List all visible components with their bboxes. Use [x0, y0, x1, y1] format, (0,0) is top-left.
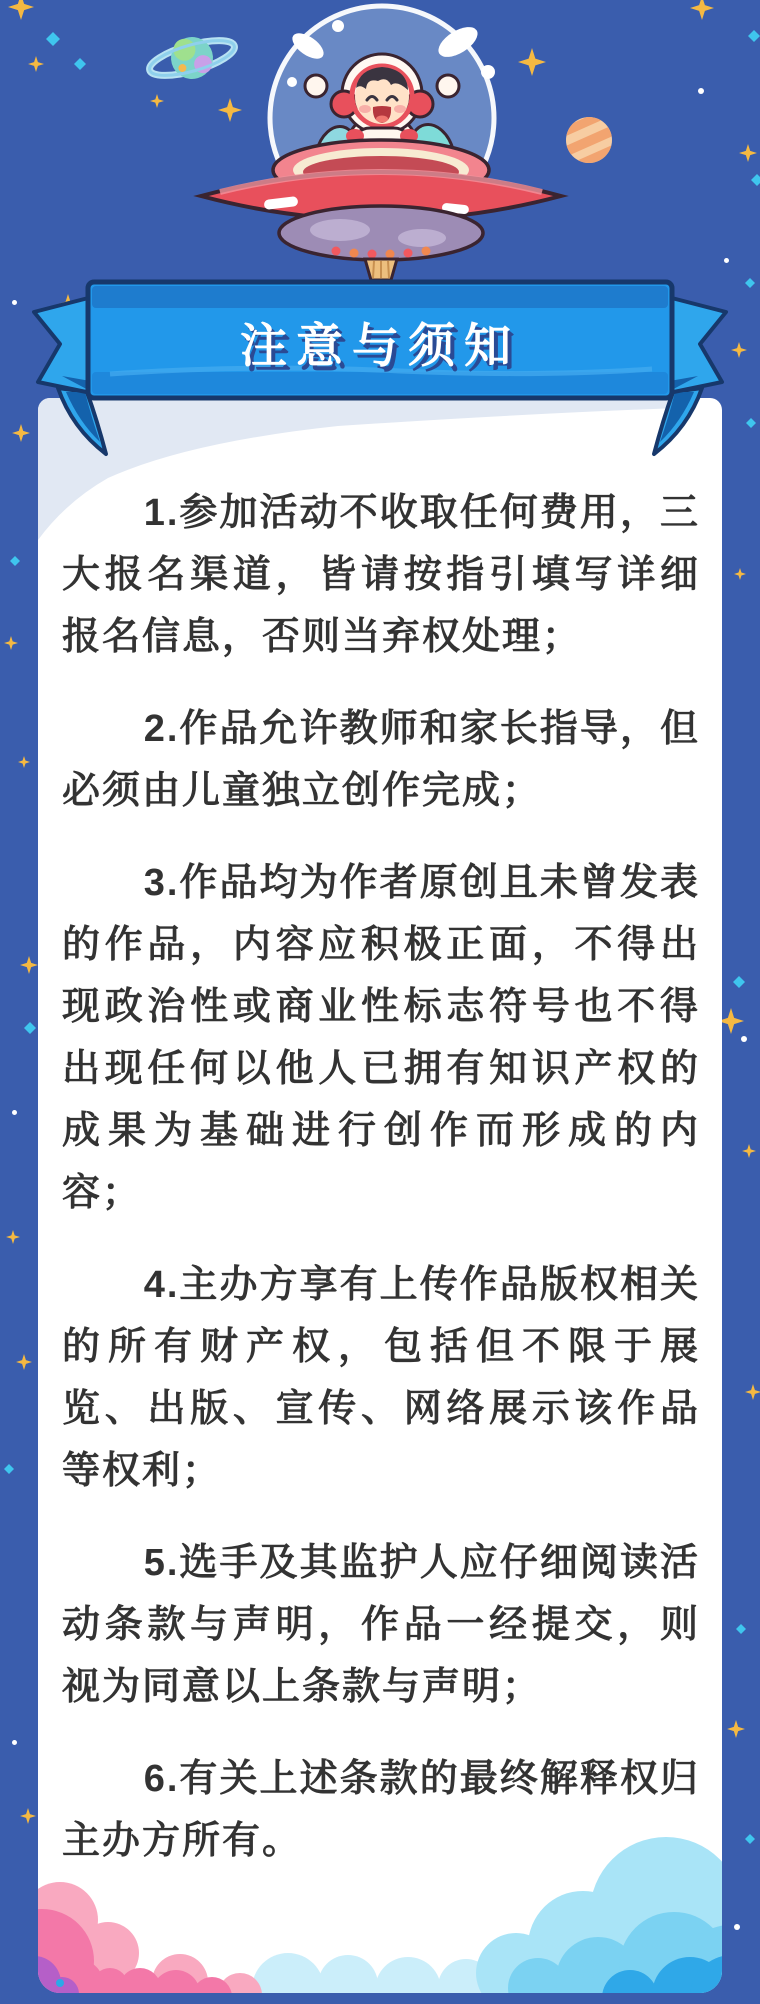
notice-item-6: 6.有关上述条款的最终解释权归主办方所有。 [62, 1758, 700, 1862]
diamond-star-icon [74, 58, 86, 70]
notice-item-4: 4.主办方享有上传作品版权相关的所有财产权，包括但不限于展览、出版、宣传、网络展示该作品等权利； [62, 1264, 700, 1492]
sparkle-star-icon [6, 1230, 20, 1244]
dot-star-icon [698, 88, 704, 94]
ufo-saucer [201, 140, 561, 280]
notice-card [38, 398, 722, 1993]
sparkle-star-icon [20, 956, 38, 974]
notice-item-5: 5.选手及其监护人应仔细阅读活动条款与声明，作品一经提交，则视为同意以上条款与声明； [62, 1542, 700, 1708]
sparkle-star-icon [28, 56, 44, 72]
notice-item-2: 2.作品允许教师和家长指导，但必须由儿童独立创作完成； [62, 708, 700, 812]
diamond-star-icon [736, 1624, 746, 1634]
sparkle-star-icon [739, 144, 757, 162]
orange-planet-icon [554, 107, 627, 173]
sparkle-star-icon [16, 1354, 32, 1370]
sparkle-star-icon [727, 1720, 745, 1738]
notice-item-3: 3.作品均为作者原创且未曾发表的作品，内容应积极正面，不得出现政治性或商业性标志符号也不得出现任何以他人已拥有知识产权的成果为基础进行创作而形成的内容； [62, 862, 700, 1214]
diamond-star-icon [748, 30, 760, 42]
sparkle-star-icon [18, 756, 30, 768]
diamond-star-icon [4, 1464, 14, 1474]
sparkle-star-icon [734, 568, 746, 580]
saturn-planet-icon [144, 26, 240, 91]
poster-title: 注意与须知 [240, 318, 520, 372]
diamond-star-icon [46, 32, 60, 46]
diamond-star-icon [24, 1022, 36, 1034]
dot-star-icon [734, 1924, 740, 1930]
sparkle-star-icon [4, 636, 18, 650]
astronaut-kid-ufo-illustration [140, 0, 640, 290]
dot-star-icon [724, 258, 729, 263]
notice-item-1: 1.参加活动不收取任何费用，三大报名渠道，皆请按指引填写详细报名信息，否则当弃权处理； [62, 492, 700, 658]
clouds-decoration [38, 1783, 722, 1993]
dot-star-icon [741, 1036, 747, 1042]
dot-star-icon [12, 1110, 17, 1115]
sparkle-star-icon [8, 0, 34, 20]
diamond-star-icon [745, 1834, 755, 1844]
sparkle-star-icon [20, 1808, 36, 1824]
dot-star-icon [12, 1740, 17, 1745]
diamond-star-icon [751, 174, 760, 186]
notice-text-block [38, 398, 722, 1902]
sparkle-star-icon [745, 1384, 760, 1400]
sparkle-star-icon [742, 1144, 756, 1158]
sparkle-star-icon [690, 0, 714, 20]
diamond-star-icon [10, 556, 20, 566]
diamond-star-icon [733, 976, 745, 988]
